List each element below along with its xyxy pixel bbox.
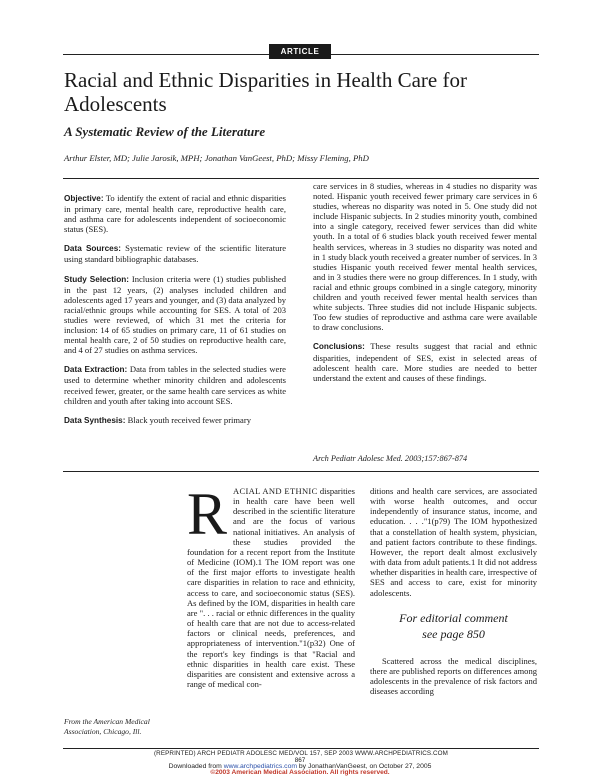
- conclusions-text: These results suggest that racial and ethnic disparities, independent of SES, exist in selected areas of adolescent health care. More studies are needed to better understand the extent and causes of these findings.: [313, 341, 537, 383]
- body-column-2: [370, 486, 537, 696]
- synthesis-text: Black youth received fewer primary: [125, 414, 251, 425]
- author-list: Arthur Elster, MD; Julie Jarosik, MPH; Jonathan VanGeest, PhD; Missy Fleming, PhD: [64, 153, 369, 163]
- page-number: 867: [294, 757, 306, 764]
- abstract-sources: [64, 243, 286, 264]
- selection-text: Inclusion criteria were (1) studies published in the past 12 years, (2) analyses included children and adolescents aged 17 years and younger, and (3) data analyzed by racial/ethnic groups while accounting for SES. A total of 203 studies were reviewed, of which 31 met the criteria for inclusion: 14 of 65 studies on primary care, 11 of 61 studies on mental health care, 2 of 50 studies on reproductive health care, and 4 of 27 studies on asthma services.: [64, 273, 286, 356]
- body-column-1: [187, 481, 355, 689]
- journal-footer: (REPRINTED) ARCH PEDIATR ADOLESC MED/VOL 157, SEP 2003 WWW.ARCHPEDIATRICS.COM: [153, 750, 449, 757]
- abstract-rule: [63, 471, 539, 472]
- lead-in: ACIAL AND ETHNIC: [233, 486, 318, 496]
- objective-label: Objective:: [64, 194, 104, 203]
- extraction-text: Data from tables in the selected studies were used to determine whether minority children and adolescents received fewer, greater, or the same health care services as white children and youth after taking into account SES.: [64, 364, 286, 406]
- sources-text: Systematic review of the scientific literature using standard bibliographic databases.: [64, 243, 287, 265]
- article-subtitle: A Systematic Review of the Literature: [64, 124, 266, 139]
- body-text-2: ditions and health care services, are associated with worse health outcomes, and occur independently of insurance status, income, and education. . . ."1(p79) The IOM hypothesized that a constellation of health system, physician, and patient factors contribute to these findings. However, the report dealt almost exclusively with data from adult patients.1 It did not address whether disparities in health care, irrespective of SES and access to care, exist for minority adolescents.: [370, 486, 537, 598]
- article-title: Racial and Ethnic Disparities in Health Care for Adolescents: [64, 68, 467, 116]
- download-suffix: by JonathanVanGeest, on October 27, 2005: [297, 763, 432, 770]
- conclusions-label: Conclusions:: [313, 342, 365, 352]
- synthesis-label: Data Synthesis:: [64, 415, 126, 425]
- article-type-badge: ARTICLE: [269, 44, 331, 59]
- abstract-synthesis: [64, 415, 286, 426]
- selection-label: Study Selection:: [64, 274, 129, 284]
- synthesis-continued: care services in 8 studies, whereas in 4 studies no disparity was noted. Hispanic youth received fewer primary care services in 6 studies, whereas no disparity was noted in 5. One study did not include Hispanic subjects. In 2 studies minority youth, combined into a single category, received fewer services than did white youth. In a total of 6 studies black youth received fewer mental health services, whereas in 3 studies no disparity was noted and in 1 study black youth received a greater number of services. In 3 studies Hispanic youth received fewer mental health services, and in 3 studies there were no group differences. In 1 study, with racial and ethnic groups combined in a single category, minority children and youth received fewer mental health services than white subjects. Three studies did not include Hispanic subjects. Too few studies of reproductive and asthma care were available to draw conclusions.: [313, 181, 537, 333]
- journal-citation: Arch Pediatr Adolesc Med. 2003;157:867-874: [313, 454, 468, 463]
- abstract-objective: [64, 193, 286, 234]
- editorial-line-2: see page 850: [422, 626, 485, 641]
- editorial-callout[interactable]: [370, 610, 537, 642]
- abstract-left-column: [64, 193, 286, 435]
- editorial-line-1: For editorial comment: [399, 610, 508, 625]
- objective-text: To identify the extent of racial and ethnic disparities in primary care, mental health care, reproductive health care, and asthma care for adolescents independent of socioeconomic status (SES).: [64, 193, 286, 235]
- sources-label: Data Sources:: [64, 244, 122, 254]
- extraction-label: Data Extraction:: [64, 365, 128, 375]
- authors-rule: [63, 178, 539, 179]
- abstract-conclusions: [313, 341, 537, 382]
- abstract-right-column: [313, 181, 537, 392]
- author-affiliation: From the American Medical Association, Chicago, Ill.: [64, 717, 150, 736]
- abstract-selection: [64, 274, 286, 356]
- abstract-extraction: [64, 364, 286, 405]
- copyright-notice: ©2003 American Medical Association. All rights reserved.: [210, 769, 390, 776]
- footer-rule: [63, 748, 539, 749]
- body-text-1: disparities in health care have been well described in the scientific literature and are the focus of various national initiatives. An analysis of these studies provided the foundation for a recent report from the Institute of Medicine (IOM).1 The IOM report was one of the first major efforts to investigate health care disparities in relation to race and ethnicity, access to care, and socioeconomic status (SES). As defined by the IOM, disparities in health care are ". . . racial or ethnic differences in the quality of health care that are not due to access-related factors or clinical needs, preferences, and appropriateness of intervention."1(p32) One of the report's key findings is that "Racial and ethnic disparities in health care exist. These disparities are consistent and extensive across a range of medical con-: [187, 486, 355, 689]
- download-prefix: Downloaded from: [168, 763, 224, 770]
- body-text-3: Scattered across the medical disciplines, there are published reports on differences among adolescents in the prevalence of risk factors and diseases according: [370, 655, 537, 697]
- drop-cap: R: [187, 481, 228, 547]
- download-link[interactable]: www.archpediatrics.com: [223, 763, 298, 770]
